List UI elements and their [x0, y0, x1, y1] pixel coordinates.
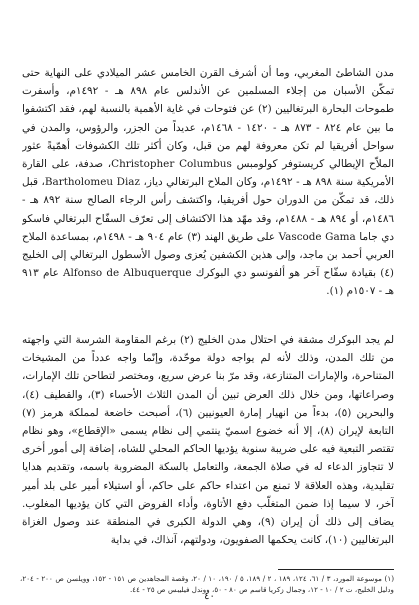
page-number: ٤٠ [204, 591, 215, 602]
body-paragraph: لم يجد البوكرك مشقة في احتلال مدن الخليج (٢) برغم المقاومة الشرسة التي واجهته من تلك المدن، وذلك لأنه لم يواجه دولة موحّدة، وإنّما واجه عدداً من المشيخات المتناحرة، والإمارات المتنازعة، وقد مرّ بنا عرض سريع، ومختصر لتطاحن تلك الإمارات، وصراعاتها، ومن خلال ذلك العرض تبين أن المدن الثلاث الأحساء (٣)، والقطيف (٤)، والبحرين (٥)، بدءاً من انهيار إمارة العيونيين (٦)، أصبحت خاضعة لمملكة هرمز (٧) التابعة لإيران (٨)، إلا أنه خضوع اسميّ ينتمي إلى نظام يسمى «الإقطاع»، وهو نظام تقتصر التبعية فيه على ضريبة سنوية يؤديها الحاكم المحلي للشاه، إضافة إلى أمور أخرى لا تتجاوز الدعاء له في صلاة الجمعة، والتعامل بالسكة المضروبة باسمه، وتقديم هدايا تقليدية، وهذه العلاقة لا تمنع من اعتداء حاكم على حاكم، أو استيلاء أمير على بلد أمير آخر، لا سيما إذا ضمن المتغلّب دفع الأتاوة، وأداء الفروض التي كان يؤديها المغلوب. يضاف إلى ذلك أن إيران (٩)، وهي الدولة الكبرى في المنطقة عند وصول الغزاة البرتغاليين (١٠)، كانت يحكمها الصفويون، ودولتهم، آنذاك، في بداية [22, 334, 394, 547]
footnote: (١) موسوعة المورد، ٣ / ٦١، ١٢٤، ١٨٩ ، ٢ / ١٨٩، ٥ / ١٩٠، ١٠ / ٢٠، وقصة المجاهدين ص ١٥١ - ١٥٢، وويلسن ص ٢٠٠ - ٢٠٤، ودليل الخليج، ت ٢ / ١٠ - ١٢، وجمال زكريا قاسم ص ٨٠ - ٥٠، ووندل فيليبس ص ٢٥ - ٤٤. [20, 574, 394, 594]
body-paragraph: مدن الشاطئ المغربي، وما أن أشرف القرن الخامس عشر الميلادي على النهاية حتى تمكّن الأسبان من إجلاء المسلمين عن الأندلس عام ٨٩٨ هـ - ١٤٩٢م، وأسفرت طموحات البحارة البرتغاليين (٢) عن فتوحات في غاية الأهمية بالنسبة لهم، فقد اكتشفوا ما بين عام ٨٢٤ - ٨٧٣ هـ - ١٤٢٠ - ١٤٦٨م، عديداً من الجزر، والرؤوس، والمدن في سواحل أفريقيا لم تكن معروفة لهم من قبل، وكان أكثر تلك الكشوفات أهمّيةً عثور الملاّح الإيطالي كريستوفر كولومبس Christopher Columbus، صدفة، على القارة الأمريكية سنة ٨٩٨ هـ - ١٤٩٢م، وكان الملاح البرتغالي دياز، Bartholomeu Diaz، قبل ذلك، قد تمكّن من الدوران حول أفريقيا، واكتشف رأس الرجاء الصالح سنة ٨٩٢ هـ - ١٤٨٦م، أو ٨٩٤ هـ - ١٤٨٨م، وقد مهّد هذا الاكتشاف إلى تعرّف السفّاح البرتغالي فاسكو دي جاما Vascode Gama على طريق الهند (٣) عام ٩٠٤ هـ - ١٤٩٨م، بمساعدة الملاح العربي أحمد بن ماجد، وإلى هذين الكشفين يُعزى وصول الأسطول البرتغالي إلى الخليج (٤) بقيادة سفّاح آخر هو ألفونسو دي البوكرك Alfonso de Albuquerque عام ٩١٣ هـ - ١٥٠٧م (١). [22, 67, 394, 298]
footnote-divider [278, 569, 394, 570]
